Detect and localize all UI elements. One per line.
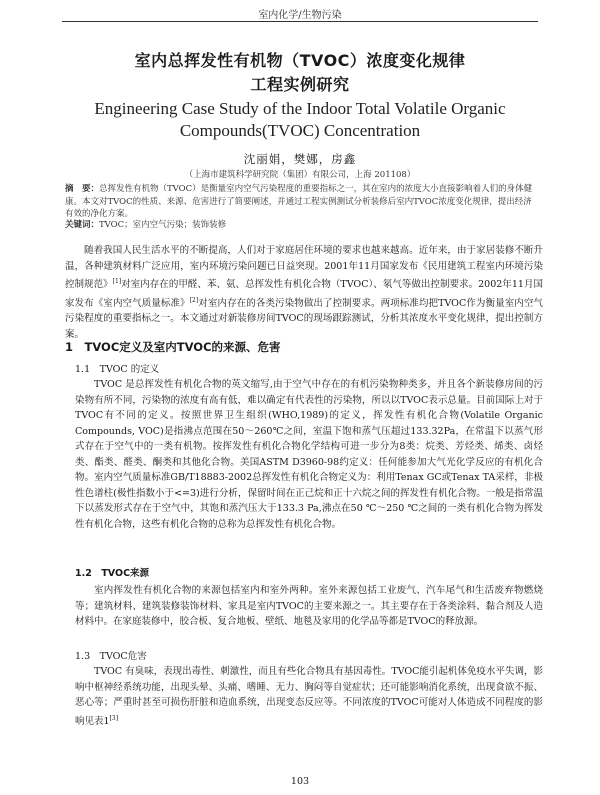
header-rule: [62, 21, 538, 22]
section-1-2-text: 室内挥发性有机化合物的来源包括室内和室外两种。室外来源包括工业废气、汽车尾气和生活废弃物燃烧等；建筑材料、建筑装修装饰材料、家具是室内TVOC的主要来源之一。其主要存在于各类涂料、黏合剂及人造材料中。在家庭装修中，胶合板、复合地板、壁纸、地毯及家用的化学品等都是TVOC的释放源。: [75, 585, 543, 627]
intro-text-a: 随着我国人民生活水平的不断提高，人们对于家庭居住环境的要求也越来越高。近年来，由于家居装修不断升温，各种建筑材料广泛应用，室内环境污染问题已日益突现。2001年11月国家发布《民用建筑工程室内环境污染控制规范》: [65, 245, 543, 291]
citation-3: [3]: [109, 714, 119, 722]
intro-paragraph: [65, 243, 543, 342]
section-1-3-body: TVOC 有臭味，表现出毒性、刺激性，而且有些化合物具有基因毒性。TVOC能引起机体免疫水平失调，影响中枢神经系统功能，出现头晕、头痛、嗜睡、无力、胸闷等自觉症状；还可能影响消化系统，出现食欲不振、恶心等；严重时甚至可损伤肝脏和造血系统，出现变态反应等。不同浓度的TVOC可能对人体造成不同程度的影响见表1: [75, 666, 543, 727]
running-head: 室内化学/生物污染: [258, 10, 342, 21]
author-list: 沈丽娟，樊娜，房鑫: [243, 152, 357, 166]
citation-1: [1]: [112, 278, 122, 285]
title-en-line1: Engineering Case Study of the Indoor Total Volatile Organic: [94, 99, 506, 118]
section-1-3-heading: 1.3 TVOC危害: [75, 651, 147, 662]
abstract-label: 摘 要：: [65, 184, 100, 194]
section-1-1-heading: 1.1 TVOC 的定义: [75, 364, 160, 375]
section-1-3-text: [75, 664, 543, 729]
keywords: [65, 218, 540, 230]
section-1-heading: 1 TVOC定义及室内TVOC的来源、危害: [65, 340, 281, 354]
title-cn-line1: 室内总挥发性有机物（TVOC）浓度变化规律: [134, 51, 466, 70]
abstract-text: 总挥发性有机物（TVOC）是衡量室内空气污染程度的重要指标之一，其在室内的浓度大小直接影响着人们的身体健康。本文对TVOC的性质、来源、危害进行了简要阐述，并通过工程实例测试分析装修后室内TVOC浓度变化规律，提出经济有效的净化方案。: [65, 184, 533, 219]
section-1-2-heading: 1.2 TVOC来源: [75, 568, 150, 579]
intro-text-b: 对室内存在的甲醛、苯、氨、总挥发性有机化合物（TVOC）、氡气等做出控制要求。2002年11月国家发布《室内空气质量标准》: [65, 279, 543, 309]
keywords-label: 关键词：: [65, 220, 100, 230]
page-number: 103: [290, 776, 310, 787]
title-en-line2: Compounds(TVOC) Concentration: [179, 121, 421, 140]
intro-text-c: 对室内存在的各类污染物做出了控制要求。两项标准均把TVOC作为衡量室内空气污染程度的重要指标之一。本文通过对新装修房间TVOC的现场跟踪测试，分析其浓度水平变化规律，提出控制方案。: [65, 297, 543, 340]
abstract: [65, 183, 540, 221]
section-1-1-text: TVOC 是总挥发性有机化合物的英文缩写,由于空气中存在的有机污染物种类多，并且各个新装修房间的污染物有所不同，污染物的浓度有高有低，难以确定有代表性的污染物，所以以TVOC表示总量。目前国际上对于TVOC有不同的定义。按照世界卫生组织(WHO,1989)的定义，挥发性有机化合物(Volatile Organic Compounds, VOC)是指沸点范围在50～260℃之间，室温下饱和蒸气压超过133.32Pa，在常温下以蒸气形式存在于空气中的一类有机物。按挥发性有机化合物化学结构可进一步分为8类：烷类、芳烃类、烯类、卤烃类、酯类、醛类、酮类和其他化合物。美国ASTM D3960-98约定义：任何能参加大气光化学反应的有机化合物。室内空气质量标准GB/T18883-2002总挥发性有机化合物定义为：利用Tenax GC或Tenax TA采样，非极性色谱柱(极性指数小于<=3)进行分析，保留时间在正己烷和正十六烷之间的挥发性有机化合物。一般是指常温下以蒸发形式存在于空气中，其饱和蒸汽压大于133.3 Pa,沸点在50 ℃～250 ℃之间的一类有机化合物为挥发性有机化合物，这些有机化合物的总称为总挥发性有机化合物。: [75, 379, 543, 530]
author-affiliation: （上海市建筑科学研究院（集团）有限公司，上海 201108）: [184, 170, 416, 180]
title-cn-line2: 工程实例研究: [250, 75, 350, 94]
keywords-text: TVOC；室内空气污染；装饰装修: [99, 220, 227, 230]
citation-2: [2]: [189, 296, 199, 304]
